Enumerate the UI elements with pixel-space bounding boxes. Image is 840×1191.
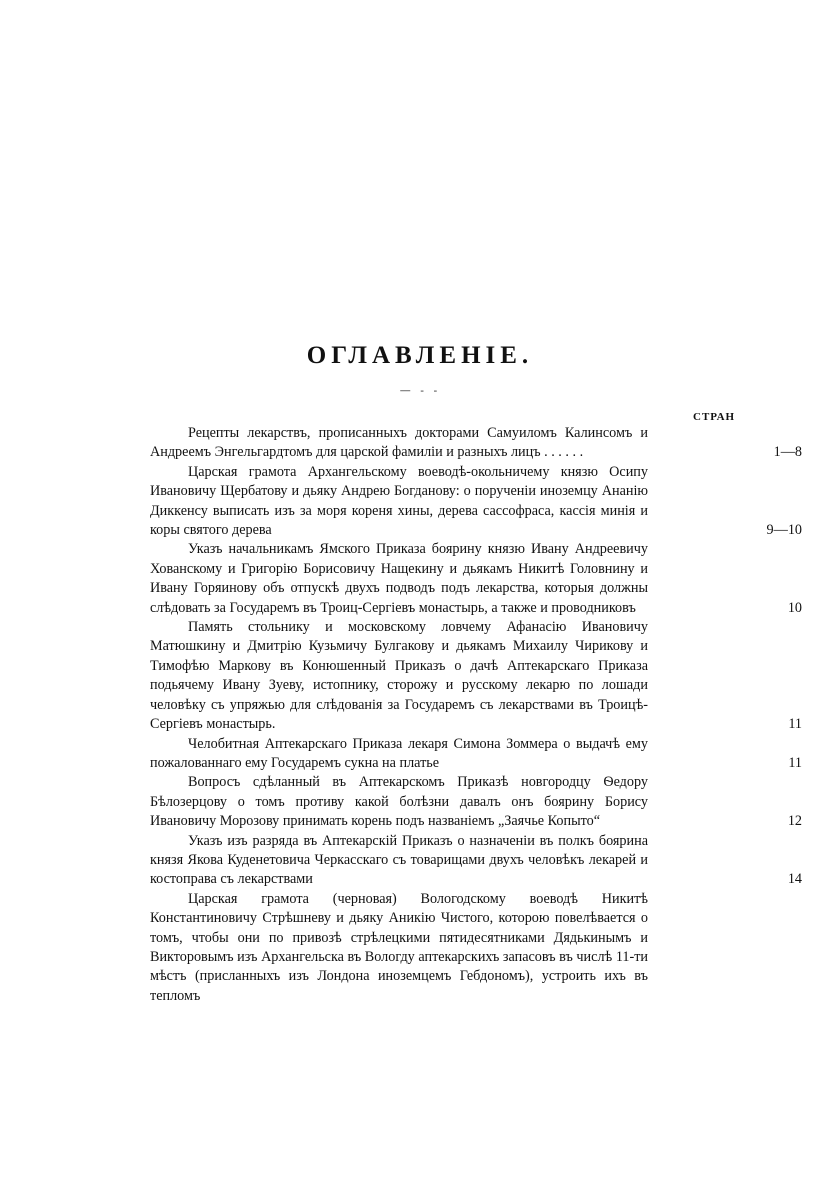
page-title: ОГЛАВЛЕНІЕ.	[306, 342, 534, 369]
toc-entry-page: 11	[788, 716, 802, 733]
toc-entry	[150, 540, 820, 618]
toc-entry-page: 11	[788, 754, 802, 771]
table-of-contents	[150, 424, 820, 1006]
toc-entry	[150, 890, 820, 1006]
toc-entry-text: Память стольнику и московскому ловчему Афанасію Ивановичу Матюшкину и Дмитрію Кузьмичу Булгакову и дьякамъ Михаилу Чирикову и Тимофѣю Маркову въ Конюшенный Приказъ о дачѣ Аптекарскаго Приказа подьячему Ивану Зуеву, истопнику, сторожу и русскому лекарю по лошади человѣку съ упряжью для слѣдованія за Государемъ съ лекарствами въ Троицѣ-Сергіевъ монастырь.	[150, 619, 648, 733]
toc-entry-text: Царская грамота Архангельскому воеводѣ-окольничему князю Осипу Ивановичу Щербатову и дьяку Андрею Богданову: о порученіи иноземцу Ананію Диккенсу выписать изъ за моря кореня хины, дерева сассофраса, кассія минія и коры святого дерева	[150, 463, 648, 539]
toc-entry-page: 10	[787, 599, 802, 616]
toc-entry-page: 1—8	[773, 444, 802, 461]
toc-entry-text: Челобитная Аптекарскаго Приказа лекаря Симона Зоммера о выдачѣ ему пожалованнаго ему Государемъ сукна на платье	[150, 735, 648, 771]
toc-entry	[150, 424, 820, 463]
toc-entry-text: Указъ изъ разряда въ Аптекарскій Приказъ о назначеніи въ полкъ боярина князя Якова Куденетовича Черкасскаго съ товарищами двухъ человѣкъ лекарей и костоправа съ лекарствами	[150, 832, 648, 888]
title-ornament: — - -	[399, 384, 441, 397]
toc-entry-page: 9—10	[766, 522, 802, 539]
toc-entry	[150, 463, 820, 541]
toc-entry-text: Рецепты лекарствъ, прописанныхъ докторами Самуиломъ Калинсомъ и Андреемъ Энгельгардтомъ для царской фамиліи и разныхъ лицъ . . . . . .	[150, 425, 648, 461]
toc-entry-page: 14	[787, 871, 802, 888]
toc-entry	[150, 618, 820, 734]
toc-entry	[150, 832, 820, 890]
toc-entry-page: 12	[787, 813, 802, 830]
toc-entry-text: Царская грамота (черновая) Вологодскому воеводѣ Никитѣ Константиновичу Стрѣшневу и дьяку Аникію Чистого, которою повелѣвается о томъ, чтобы они по привозѣ стрѣлецкими пятидесятниками Дядькинымъ и Викторовымъ изъ Архангельска въ Вологду аптекарскихъ запасовъ въ числѣ 11-ти мѣстъ (присланныхъ изъ Лондона иноземцемъ Гебдономъ), устроить ихъ въ тепломъ	[150, 890, 648, 1004]
toc-entry	[150, 735, 820, 774]
toc-entry	[150, 773, 820, 831]
toc-entry-text: Вопросъ сдѣланный въ Аптекарскомъ Приказѣ новгородцу Ѳедору Бѣлозерцову о томъ противу какой болѣзни давалъ онъ боярину Борису Ивановичу Морозову принимать корень подъ названіемъ „Заячье Копыто“	[150, 774, 648, 830]
page-column-label: СТРАН	[693, 411, 736, 423]
toc-entry-text: Указъ начальникамъ Ямского Приказа боярину князю Ивану Андреевичу Хованскому и Григорію Борисовичу Нащекину и дьякамъ Никитѣ Головнину и Ивану Горяинову объ отпускѣ двухъ подводъ подъ лекарства, которыя должны слѣдовать за Государемъ въ Троиц-Сергіевъ монастырь, а также и проводниковъ	[150, 541, 648, 616]
